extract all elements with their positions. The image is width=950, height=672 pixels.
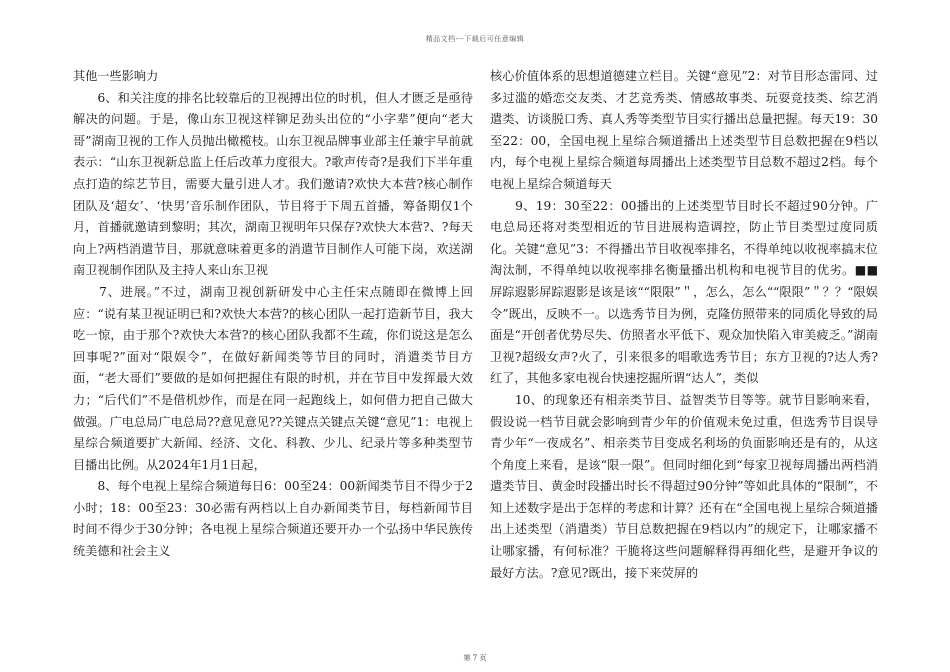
page-number: 第 7 页 (463, 654, 487, 662)
page-header: 精品文档---下载后可任意编辑 (425, 35, 525, 43)
paragraph: 6、和关注度的排名比较靠后的卫视搏出位的时机，但人才匮乏是亟待解决的问题。于是，像山东卫视这样铆足劲头出位的“小字辈”便向“老大哥”湖南卫视的工作人员抛出橄榄枝。山东卫视品牌事业部主任兼宇早前就表示：“山东卫视新总监上任后改革力度很大。?歌声传奇?是我们下半年重点打造的综艺节目，需要大量引进人才。我们邀请?欢快大本营?核心制作团队及‘超女’、‘快男’音乐制作团队，节目将于下周五首播，筹备期仅1个月，首播就邀请到黎明；其次，湖南卫视明年只保存?欢快大本营?、?每天向上?两档消遣节目，那就意味着更多的消遣节目制作人可能下岗，欢送湖南卫视制作团队及主持人来山东卫视 (73, 90, 473, 278)
paragraph: 7、进展。”不过，湖南卫视创新研发中心主任宋点随即在微博上回应：“说有某卫视证明已和?欢快大本营?的核心团队一起打造新节目，我大吃一惊，由于那个?欢快大本营?的核心团队我都不生疏，你们说这是怎么回事呢?”面对“限娱令”，在做好新闻类等节目的同时，消遣类节目方面，“老大哥们”要做的是如何把握住有限的时机，并在节目中发挥最大效力；“后代们”不是借机炒作，而是在同一起跑线上，如何借力把自己做大做强。广电总局广电总局??意见意见??关键点关键点关键“意见”1：电视上星综合频道要扩大新闻、经济、文化、科教、少儿、纪录片等多种类型节目播出比例。从2024年1月1日起， (73, 284, 473, 472)
paragraph: 8、每个电视上星综合频道每日6：00至24：00新闻类节目不得少于2小时；18：00至23：30必需有两档以上自办新闻类节目，每档新闻节目时间不得少于30分钟；各电视上星综合频道还要开办一个弘扬中华民族传统美德和社会主义 (73, 479, 473, 559)
paragraph: 9、19：30至22：00播出的上述类型节目时长不超过90分钟。广电总局还将对类型相近的节目进展构造调控，防止节目类型过度同质化。关键“意见”3：不得播出节目收视率排名，不得单纯以收视率搞末位淘汰制，不得单纯以收视率排名衡量播出机构和电视节目的优劣。■■屏踪遐影屏踪遐影是该是该““限限”＂，怎么，怎么““限限”＂？？“限娱令”既出，反映不一。以选秀节目为例，克隆仿照带来的同质化导致的局面是“开创者优势尽失、仿照者水平低下、观众加快陷入审美疲乏。”湖南卫视?超级女声?火了，引来很多的唱歌选秀节目；东方卫视的?达人秀?红了，其他多家电视台快速挖掘所谓“达人”，类似 (490, 198, 878, 386)
paragraph: 10、的现象还有相亲类节目、益智类节目等等。就节目影响来看，假设说一档节目就会影响到青少年的价值观未免过重，但选秀节目误导青少年“一夜成名”、相亲类节目变成名利场的负面影响还是有的，从这个角度上来看，是该“限一限”。但同时细化到“每家卫视每周播出两档消遣类节目、黄金时段播出时长不得超过90分钟”等如此具体的“限制”，不知上述数字是出于怎样的考虑和计算？还有在“全国电视上星综合频道播出上述类型（消遣类）节目总数把握在9档以内”的规定下，让哪家播不让哪家播，有何标准？干脆将这些问题解释得再细化些，是避开争议的最好方法。?意见?既出，接下来荧屏的 (490, 392, 878, 580)
left-column (73, 66, 473, 563)
paragraph: 其他一些影响力 (73, 69, 159, 83)
paragraph: 核心价值体系的思想道德建立栏目。关键“意见”2：对节目形态雷同、过多过滥的婚恋交友类、才艺竞秀类、情感故事类、玩耍竞技类、综艺消遣类、访谈脱口秀、真人秀等类型节目实行播出总量把握。每天19：30至22：00，全国电视上星综合频道播出上述类型节目总数把握在9档以内，每个电视上星综合频道每周播出上述类型节目总数不超过2档。每个电视上星综合频道每天 (490, 69, 878, 191)
right-column (490, 66, 878, 584)
